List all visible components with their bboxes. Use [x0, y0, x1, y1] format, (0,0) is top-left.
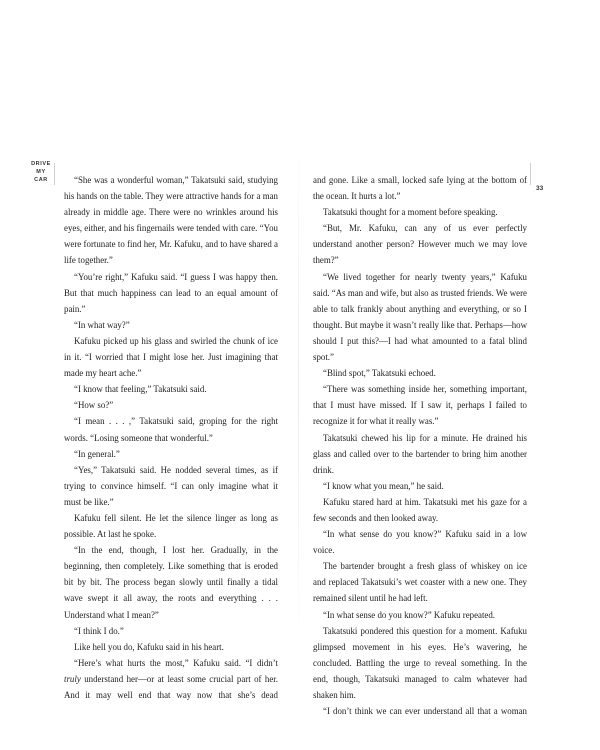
paragraph: “You’re right,” Kafuku said. “I guess I was happy then. But that much happiness can lead to an equal amount of pain.”: [64, 271, 278, 314]
paragraph: Kafuku stared hard at him. Takatsuki met his gaze for a few seconds and then looked away.: [313, 496, 527, 523]
paragraph: “Yes,” Takatsuki said. He nodded several times, as if trying to convince himself. “I can only imagine what it must be like.”: [64, 464, 278, 507]
paragraph: “In what sense do you know?” Kafuku repeated.: [323, 609, 496, 620]
paragraph: “I think I do.”: [74, 625, 124, 636]
paragraph: Takatsuki chewed his lip for a minute. He drained his glass and called over to the bartender to bring him another drink.: [313, 432, 527, 475]
paragraph: “We lived together for nearly twenty years,” Kafuku said. “As man and wife, but also as trusted friends. We were able to talk frankly about anything and everything, or so I thought. But maybe it wasn’t really like that. Perhaps—how should I put this?—I had what amounted to a fatal blind spot.”: [313, 271, 527, 363]
page-number: 33: [536, 185, 544, 192]
italic-emphasis: truly: [64, 673, 81, 684]
left-page-text: [64, 172, 278, 703]
running-head-rule: [54, 163, 55, 185]
paragraph: “I know what you mean,” he said.: [323, 480, 444, 491]
page-gutter-shadow: [298, 130, 299, 650]
page-number-rule: [530, 163, 531, 185]
paragraph: Kafuku picked up his glass and swirled the chunk of ice in it. “I worried that I might lose her. Just imagining that made my heart ache.”: [64, 335, 278, 379]
paragraph: The bartender brought a fresh glass of whiskey on ice and replaced Takatsuki’s wet coaster with a new one. They remained silent until he had left.: [313, 561, 527, 604]
paragraph: “In what way?”: [74, 319, 130, 330]
running-head: [30, 160, 52, 184]
paragraph-continues: [64, 655, 278, 703]
paragraph: “There was something inside her, something important, that I must have missed. If I saw it, perhaps I failed to recognize it for what it really was.”: [313, 384, 527, 427]
text-segment: understand her—or at least some crucial part of her. And it may well end that way now that she’s dead: [64, 673, 278, 700]
paragraph-continues: “I don’t think we can ever understand all that a woman: [323, 706, 527, 717]
paragraph: “But, Mr. Kafuku, can any of us ever perfectly understand another person? However much we may love them?”: [313, 223, 527, 266]
paragraph: “In what sense do you know?” Kafuku said in a low voice.: [313, 529, 527, 556]
paragraph: “How so?”: [74, 400, 114, 411]
running-head-line-1: DRIVE: [31, 161, 51, 167]
paragraph: “In the end, though, I lost her. Gradually, in the beginning, then completely. Like something that is eroded bit by bit. The process began slowly until finally a tidal wave swept it all away, the roots and everything . . . Understand what I mean?”: [64, 545, 278, 620]
paragraph-continued: and gone. Like a small, locked safe lying at the bottom of the ocean. It hurts a lot.”: [313, 175, 527, 202]
paragraph: “I mean . . . ,” Takatsuki said, groping for the right words. “Losing someone that wonderful.”: [64, 416, 278, 443]
paragraph: “I know that feeling,” Takatsuki said.: [74, 384, 207, 395]
paragraph: “She was a wonderful woman,” Takatsuki said, studying his hands on the table. They were attractive hands for a man already in middle age. There were no wrinkles around his eyes, either, and his fingernails were tended with care. “You were fortunate to find her, Mr. Kafuku, and to have shared a life together.”: [64, 175, 278, 266]
paragraph: Kafuku fell silent. He let the silence linger as long as possible. At last he spoke.: [64, 512, 278, 540]
running-head-line-2: MY: [36, 169, 46, 175]
paragraph: “Blind spot,” Takatsuki echoed.: [323, 368, 436, 379]
paragraph: Like hell you do, Kafuku said in his heart.: [74, 641, 224, 652]
running-head-line-3: CAR: [34, 177, 48, 183]
paragraph: Takatsuki pondered this question for a moment. Kafuku glimpsed movement in his eyes. He’s wavering, he concluded. Battling the urge to reveal something. In the end, though, Takatsuki managed to calm whatever had shaken him.: [313, 625, 527, 700]
right-page-text: [313, 172, 527, 719]
paragraph: Takatsuki thought for a moment before speaking.: [323, 207, 498, 218]
text-segment: “Here’s what hurts the most,” Kafuku said. “I didn’t: [74, 657, 278, 668]
paragraph: “In general.”: [74, 448, 120, 459]
